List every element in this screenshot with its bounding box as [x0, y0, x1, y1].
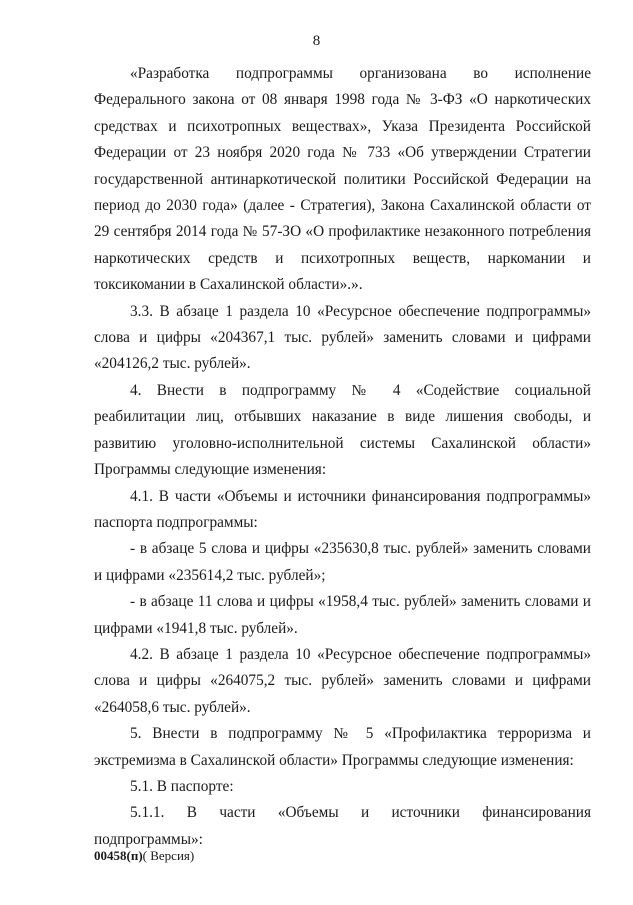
- paragraph-4-1-item-1: - в абзаце 5 слова и цифры «235630,8 тыс. рублей» заменить словами и цифрами «235614,2 тыс. рублей»;: [94, 540, 591, 584]
- document-version: ( Версия): [142, 848, 195, 863]
- paragraph-strategy-basis: «Разработка подпрограммы организована во исполнение Федерального закона от 08 января 1998 года № 3-ФЗ «О наркотических средствах и психотропных веществах», Указа Президента Российской Федерации от 23 ноября 2020 года № 733 «Об утверждении Стратегии государственной антинаркотической политики Российской Федерации на период до 2030 года» (далее - Стратегия), Закона Сахалинской области от 29 сентября 2014 года № 57-ЗО «О профилактике незаконного потребления наркотических средств и психотропных веществ, наркомании и токсикомании в Сахалинской области».».: [94, 65, 591, 294]
- document-footer: [94, 848, 194, 864]
- paragraph-4-1: 4.1. В части «Объемы и источники финансирования подпрограммы» паспорта подпрограммы:: [94, 487, 591, 531]
- paragraph-5-1-1: 5.1.1. В части «Объемы и источники финансирования подпрограммы»:: [94, 804, 591, 848]
- paragraph-5-1: 5.1. В паспорте:: [130, 777, 234, 795]
- paragraph-3-3: 3.3. В абзаце 1 раздела 10 «Ресурсное обеспечение подпрограммы» слова и цифры «204367,1 тыс. рублей» заменить словами и цифрами «204126,2 тыс. рублей».: [94, 302, 591, 373]
- document-body: [94, 61, 591, 853]
- paragraph-5: 5. Внести в подпрограмму № 5 «Профилактика терроризма и экстремизма в Сахалинской области» Программы следующие изменения:: [94, 725, 591, 769]
- paragraph-4: 4. Внести в подпрограмму № 4 «Содействие социальной реабилитации лиц, отбывших наказание в виде лишения свободы, и развитию уголовно-исполнительной системы Сахалинской области» Программы следующие изменения:: [94, 381, 591, 479]
- document-code: 00458(п): [94, 848, 143, 863]
- paragraph-4-2: 4.2. В абзаце 1 раздела 10 «Ресурсное обеспечение подпрограммы» слова и цифры «264075,2 тыс. рублей» заменить словами и цифрами «264058,6 тыс. рублей».: [94, 645, 591, 716]
- paragraph-4-1-item-2: - в абзаце 11 слова и цифры «1958,4 тыс. рублей» заменить словами и цифрами «1941,8 тыс. рублей».: [94, 593, 591, 637]
- page-number: 8: [312, 33, 321, 49]
